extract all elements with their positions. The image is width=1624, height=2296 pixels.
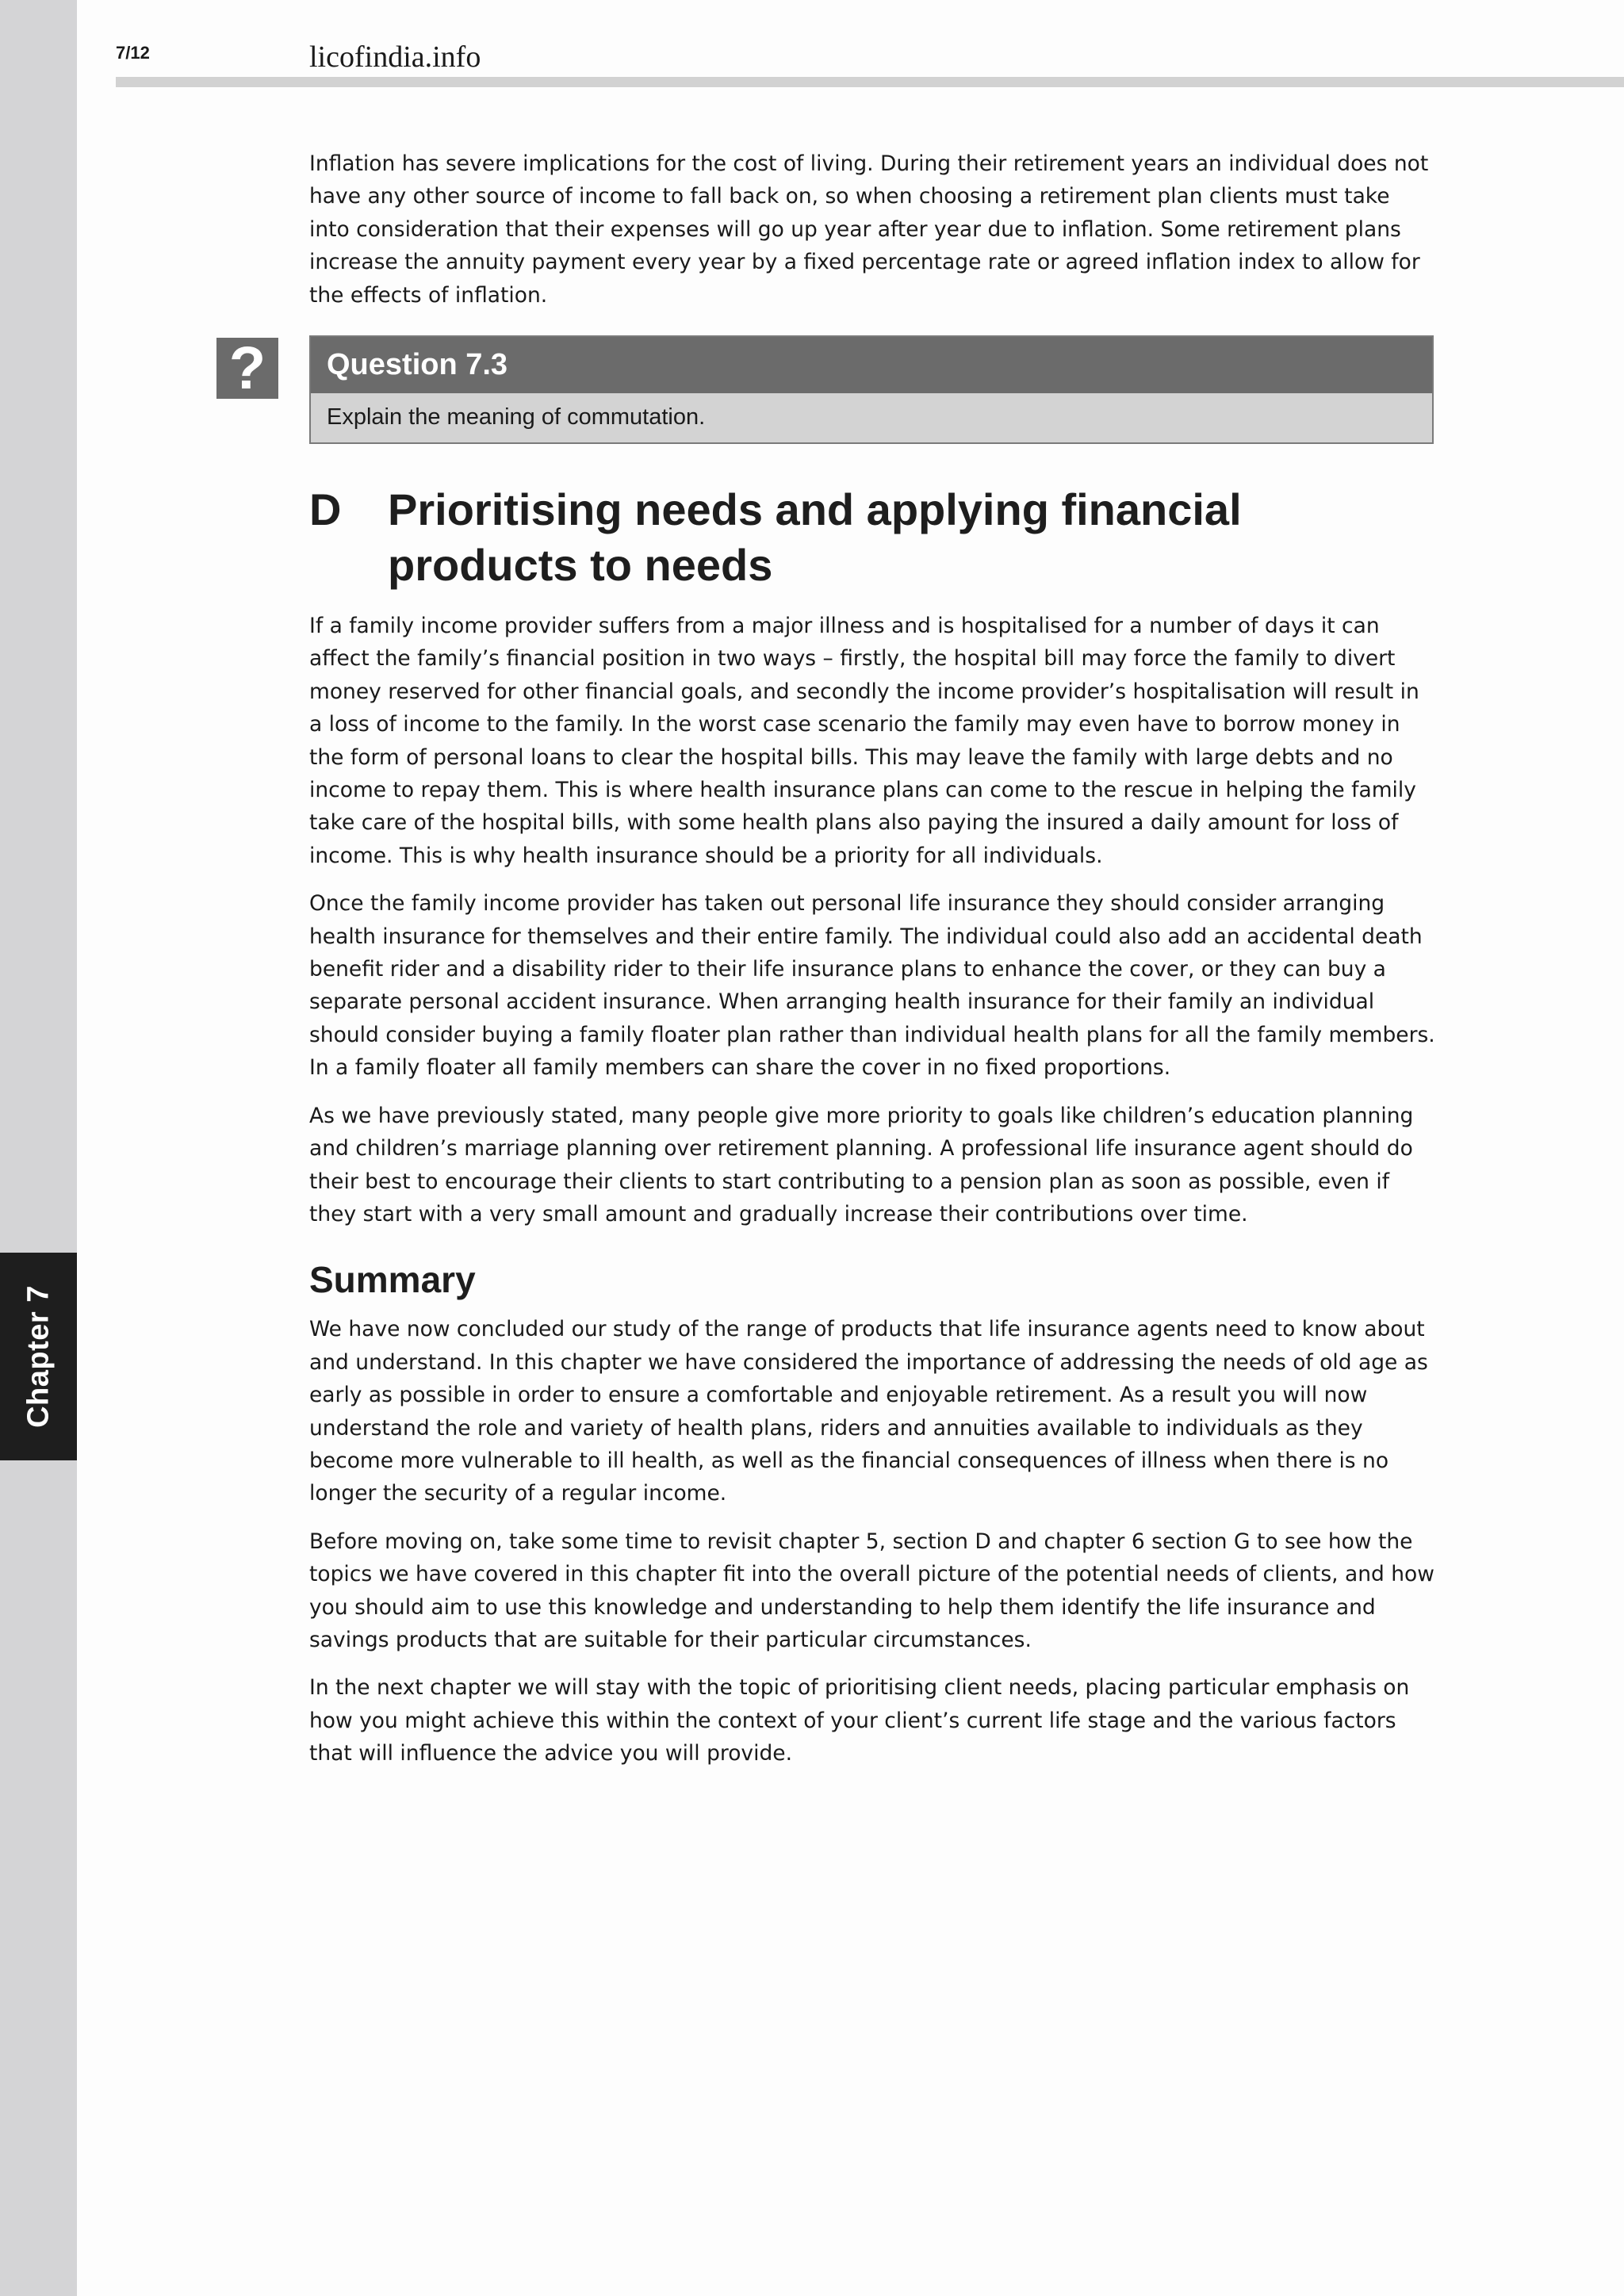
section-heading bbox=[309, 482, 1443, 593]
header-rule bbox=[116, 77, 1624, 87]
site-name: licofindia.info bbox=[309, 40, 481, 74]
summary-heading: Summary bbox=[309, 1259, 476, 1301]
section-title: Prioritising needs and applying financial products to needs bbox=[388, 484, 1242, 590]
page-number: 7/12 bbox=[116, 43, 150, 63]
section-letter: D bbox=[309, 484, 342, 534]
left-margin-strip bbox=[0, 0, 77, 2296]
section-paragraph-3: As we have previously stated, many people give more priority to goals like children’s education planning and children’s marriage planning over retirement planning. A professional life insurance agent should do their best to encourage their clients to start contributing to a pension plan as soon as possible, even if they start with a very small amount and gradually increase their contributions over time. bbox=[309, 1103, 1414, 1226]
chapter-tab-label: Chapter 7 bbox=[21, 1285, 55, 1428]
chapter-side-tab bbox=[0, 1253, 77, 1460]
question-text: Explain the meaning of commutation. bbox=[327, 404, 706, 430]
intro-paragraph: Inflation has severe implications for the cost of living. During their retirement years an individual does not have any other source of income to fall back on, so when choosing a retirement plan clients must take into consideration that their expenses will go up year after year due to inflation. Some retirement plans increase the annuity payment every year by a fixed percentage rate or agreed inflation index to allow for the effects of inflation. bbox=[309, 151, 1429, 308]
section-body bbox=[309, 610, 1435, 1785]
summary-paragraph-1: We have now concluded our study of the range of products that life insurance agents need to know about and understand. In this chapter we have considered the importance of addressing the needs of old age as early as possible in order to ensure a comfortable and enjoyable retirement. As a result you will now understand the role and variety of health plans, riders and annuities available to individuals as they become more vulnerable to ill health, as well as the financial consequences of illness when there is no longer the security of a regular income. bbox=[309, 1317, 1428, 1506]
question-mark-icon: ? bbox=[216, 338, 278, 399]
section-paragraph-2: Once the family income provider has taken out personal life insurance they should consider arranging health insurance for themselves and their entire family. The individual could also add an accidental death benefit rider and a disability rider to their life insurance plans to enhance the cover, or they can buy a separate personal accident insurance. When arranging health insurance for their family an individual should consider buying a family floater plan rather than individual health plans for all the family members. In a family floater all family members can share the cover in no fixed proportions. bbox=[309, 891, 1435, 1081]
question-box bbox=[309, 335, 1434, 444]
summary-paragraph-3: In the next chapter we will stay with the topic of prioritising client needs, placing particular emphasis on how you might achieve this within the context of your client’s current life stage and the various factors that will influence the advice you will provide. bbox=[309, 1675, 1410, 1766]
question-title: Question 7.3 bbox=[311, 337, 1432, 393]
intro-block bbox=[309, 147, 1435, 327]
section-paragraph-1: If a family income provider suffers from a major illness and is hospitalised for a number of days it can affect the family’s financial position in two ways – firstly, the hospital bill may force the family to divert money reserved for other financial goals, and secondly the income provider’s hospitalisation will result in a loss of income to the family. In the worst case scenario the family may even have to borrow money in the form of personal loans to clear the hospital bills. This may leave the family with large debts and no income to repay them. This is where health insurance plans can come to the rescue in helping the family take care of the hospital bills, with some health plans also paying the insured a daily amount for loss of income. This is why health insurance should be a priority for all individuals. bbox=[309, 614, 1419, 868]
summary-paragraph-2: Before moving on, take some time to revisit chapter 5, section D and chapter 6 section G to see how the topics we have covered in this chapter fit into the overall picture of the potential needs of clients, and how you should aim to use this knowledge and understanding to help them identify the life insurance and savings products that are suitable for their particular circumstances. bbox=[309, 1529, 1434, 1652]
